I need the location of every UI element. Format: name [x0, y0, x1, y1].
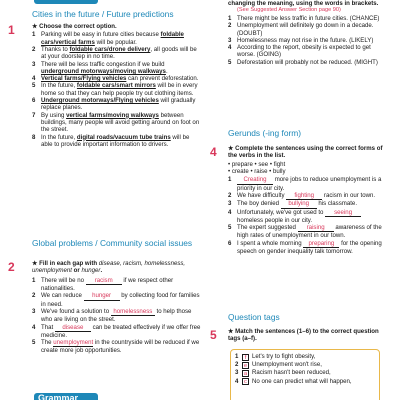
exercise-5-instruction: ★ Match the sentences (1–6) to the correct question tags (a–f).: [228, 328, 379, 343]
exercise-2-instruction: ★ Fill in each gap with disease, racism, homelessness, unemployment or hunger.: [32, 260, 186, 275]
section-title-cities: Cities in the future / Future predictions: [32, 9, 174, 19]
list-item: [32, 308, 202, 324]
item-text: can prevent deforestation.: [126, 75, 199, 83]
row-text: Let's try to fight obesity,: [252, 353, 316, 360]
answer-choice: foldable cars/drone delivery: [69, 46, 151, 53]
section-tab-grammar: Grammar: [34, 393, 98, 400]
item-number: 6: [228, 239, 232, 247]
list-item: [32, 292, 202, 308]
list-item: [32, 31, 202, 46]
row-text: Unemployment won't rise,: [252, 361, 322, 369]
item-text: The boy denied: [237, 200, 281, 208]
exercise-4-number: 4: [210, 145, 217, 159]
answer-gap: seeing: [325, 209, 361, 217]
item-text: Parking will be easy in future cities because: [41, 31, 161, 39]
row-number: 2: [235, 361, 239, 369]
answer-gap: Creating: [237, 176, 273, 184]
exercise-3: [228, 0, 388, 66]
item-text: can be treated effectively if we offer free medicine.: [41, 323, 201, 339]
item-number: 4: [32, 323, 36, 331]
answer-choice: underground motorways/moving walkways: [41, 67, 166, 75]
answer-box[interactable]: c: [242, 378, 249, 385]
list-item: [228, 209, 388, 225]
answer-choice: Underground motorways/Flying vehicles: [41, 97, 159, 105]
item-text: We've found a solution to: [41, 308, 111, 315]
exercise-5-number: 5: [210, 328, 217, 342]
item-text: will be able to provide important information to drivers.: [41, 133, 190, 148]
star-icon: ★: [32, 260, 38, 267]
item-number: 1: [32, 276, 36, 284]
item-number: 3: [32, 308, 36, 315]
item-number: 7: [32, 111, 36, 119]
item-number: 3: [228, 200, 232, 208]
answer-box[interactable]: f: [242, 354, 249, 361]
answer-choice: vertical farms/moving walkways: [66, 111, 159, 119]
answer-gap: bullying: [281, 200, 317, 208]
list-item: [228, 44, 388, 59]
item-text: I spent a whole morning: [237, 239, 304, 247]
answer-gap: hunger: [84, 292, 120, 300]
item-text: Thanks to: [41, 46, 70, 53]
matching-row: [235, 378, 375, 386]
exercise-1-number: 1: [8, 23, 15, 37]
item-number: 3: [228, 36, 232, 44]
item-number: 3: [32, 60, 36, 68]
item-text: The expert suggested: [237, 224, 298, 232]
exercise-4-list: [228, 176, 388, 255]
item-text: by collecting food for families in need.: [41, 292, 200, 308]
item-number: 2: [228, 192, 232, 199]
list-item: [228, 176, 388, 192]
answer-choice: Vertical farms/Flying vehicles: [41, 75, 127, 83]
item-number: 1: [228, 14, 232, 22]
item-text: more jobs to reduce unemployment is a priority in our city.: [237, 176, 382, 192]
item-number: 2: [32, 46, 36, 53]
answer-gap: raising: [298, 224, 334, 232]
section-title-global-problems: Global problems / Community social issues: [32, 238, 193, 248]
item-number: 8: [32, 133, 36, 141]
list-item: [228, 224, 388, 240]
answer-gap: fighting: [286, 192, 322, 200]
item-number: 4: [228, 208, 232, 216]
exercise-2-number: 2: [8, 260, 15, 274]
answer-choice: digital roads/vacuum tube trains: [76, 133, 171, 141]
item-text: We can reduce: [41, 292, 84, 300]
item-text: There will be no: [41, 276, 86, 284]
item-text: In the future,: [41, 82, 77, 90]
list-item: [228, 192, 388, 200]
list-item: [32, 134, 202, 149]
exercise-1: [32, 23, 202, 148]
list-item: [32, 112, 202, 134]
row-number: 1: [235, 353, 239, 360]
item-number: 2: [228, 22, 232, 30]
answer-gap: disease: [55, 324, 91, 332]
item-text: in the countryside will be reduced if we create more job opportunities.: [41, 339, 200, 355]
matching-row: [235, 369, 375, 377]
item-number: 2: [32, 292, 36, 300]
answer-choice: foldable cars/smart mirrors: [76, 82, 156, 90]
item-text: for the opening speech on gender inequality talk tomorrow.: [237, 239, 382, 256]
item-text: We have difficulty: [237, 192, 287, 199]
row-number: 4: [235, 377, 239, 385]
item-text: to help those who are living on the street.: [41, 308, 192, 324]
list-item: [32, 339, 202, 355]
item-text: According to the report, obesity is expected to get worse. (GOING): [237, 44, 371, 59]
list-item: [228, 240, 388, 256]
answer-box[interactable]: a: [243, 371, 248, 377]
item-text: racism in our town.: [322, 192, 376, 199]
exercise-2-list: [32, 277, 202, 355]
list-item: [228, 37, 388, 44]
section-title-gerunds: Gerunds (-ing form): [228, 128, 302, 138]
list-item: [228, 15, 388, 22]
list-item: [32, 324, 202, 340]
item-number: 4: [32, 75, 36, 83]
list-item: [228, 59, 388, 66]
star-icon: ★: [228, 145, 234, 152]
matching-box: [230, 349, 380, 400]
list-item: [228, 200, 388, 208]
answer-box[interactable]: e: [243, 362, 248, 369]
item-text: That: [41, 323, 55, 331]
list-item: [32, 97, 202, 112]
item-text: will be in every home so that they can help people try out clothing items.: [41, 82, 198, 97]
item-text: Unfortunately, we've got used to: [237, 208, 326, 216]
item-text: will gradually replace planes.: [41, 97, 196, 112]
exercise-4: [228, 145, 388, 255]
exercise-3-list: [228, 15, 388, 66]
section-title-question-tags: Question tags: [228, 312, 280, 322]
exercise-2: [32, 260, 202, 355]
item-text: , all goods will be at your doorstep in no time.: [41, 46, 197, 61]
list-item: [32, 75, 202, 82]
list-item: [32, 61, 202, 76]
item-text: There might be less traffic in future cities. (CHANCE): [237, 14, 380, 22]
answer-gap: preparing: [303, 240, 339, 248]
item-text: awareness of the high rates of unemployment in our town.: [237, 224, 382, 240]
answer-gap: homelessness: [111, 308, 155, 316]
item-number: 5: [32, 82, 36, 90]
exercise-4-instruction: ★ Complete the sentences using the correct forms of the verbs in the list.: [228, 145, 383, 160]
item-text: In the future,: [41, 133, 77, 141]
row-text: Racism hasn't been reduced,: [252, 369, 331, 377]
item-text: between buildings, many people will avoid getting around on foot on the street.: [41, 111, 200, 134]
item-text: Homelessness may not rise in the future. (LIKELY): [237, 36, 374, 44]
matching-row: [235, 361, 375, 369]
item-number: 1: [32, 31, 36, 39]
item-number: 5: [228, 224, 232, 232]
exercise-5: [228, 328, 388, 343]
star-icon: ★: [228, 328, 234, 335]
item-text: if we respect other nationalities.: [41, 276, 174, 293]
list-item: [32, 82, 202, 97]
item-text: Deforestation will probably not be reduced. (MIGHT): [237, 58, 378, 66]
answer-gap: unemployment: [53, 339, 94, 347]
item-text: homeless people in our city.: [237, 216, 313, 224]
item-text: will be popular.: [94, 38, 137, 46]
item-text: his classmate.: [316, 200, 358, 208]
exercise-3-note: (See Suggested Answer Section page 90): [237, 7, 341, 14]
answer-gap: racism: [86, 277, 122, 285]
word-list-line-2: • create • raise • bully: [228, 168, 286, 176]
item-number: 5: [32, 339, 36, 347]
exercise-1-list: [32, 31, 202, 148]
list-item: [32, 277, 202, 293]
word-list-line-1: • prepare • see • fight: [228, 160, 286, 168]
item-number: 1: [228, 176, 232, 184]
list-item: [32, 46, 202, 61]
star-icon: ★: [32, 23, 38, 30]
exercise-1-instruction: ★ Choose the correct option.: [32, 23, 117, 30]
item-number: 5: [228, 58, 232, 66]
matching-row: [235, 353, 375, 361]
item-text: By using: [41, 111, 67, 119]
section-tab-top: [34, 0, 98, 4]
item-text: There will be less traffic congestion if we build: [41, 60, 165, 68]
item-number: 6: [32, 97, 36, 105]
item-text: .: [165, 67, 168, 75]
item-text: The: [41, 339, 54, 347]
row-number: 3: [235, 369, 239, 377]
row-text: No one can predict what will happen,: [252, 377, 352, 385]
item-number: 4: [228, 44, 232, 52]
item-text: Unemployment will definitely go down in a decade. (DOUBT): [237, 22, 374, 37]
exercise-3-instruction: changing the meaning, using the words in brackets.: [228, 0, 379, 7]
answer-choice: foldable cars/vertical farms: [41, 31, 184, 46]
list-item: [228, 22, 388, 37]
